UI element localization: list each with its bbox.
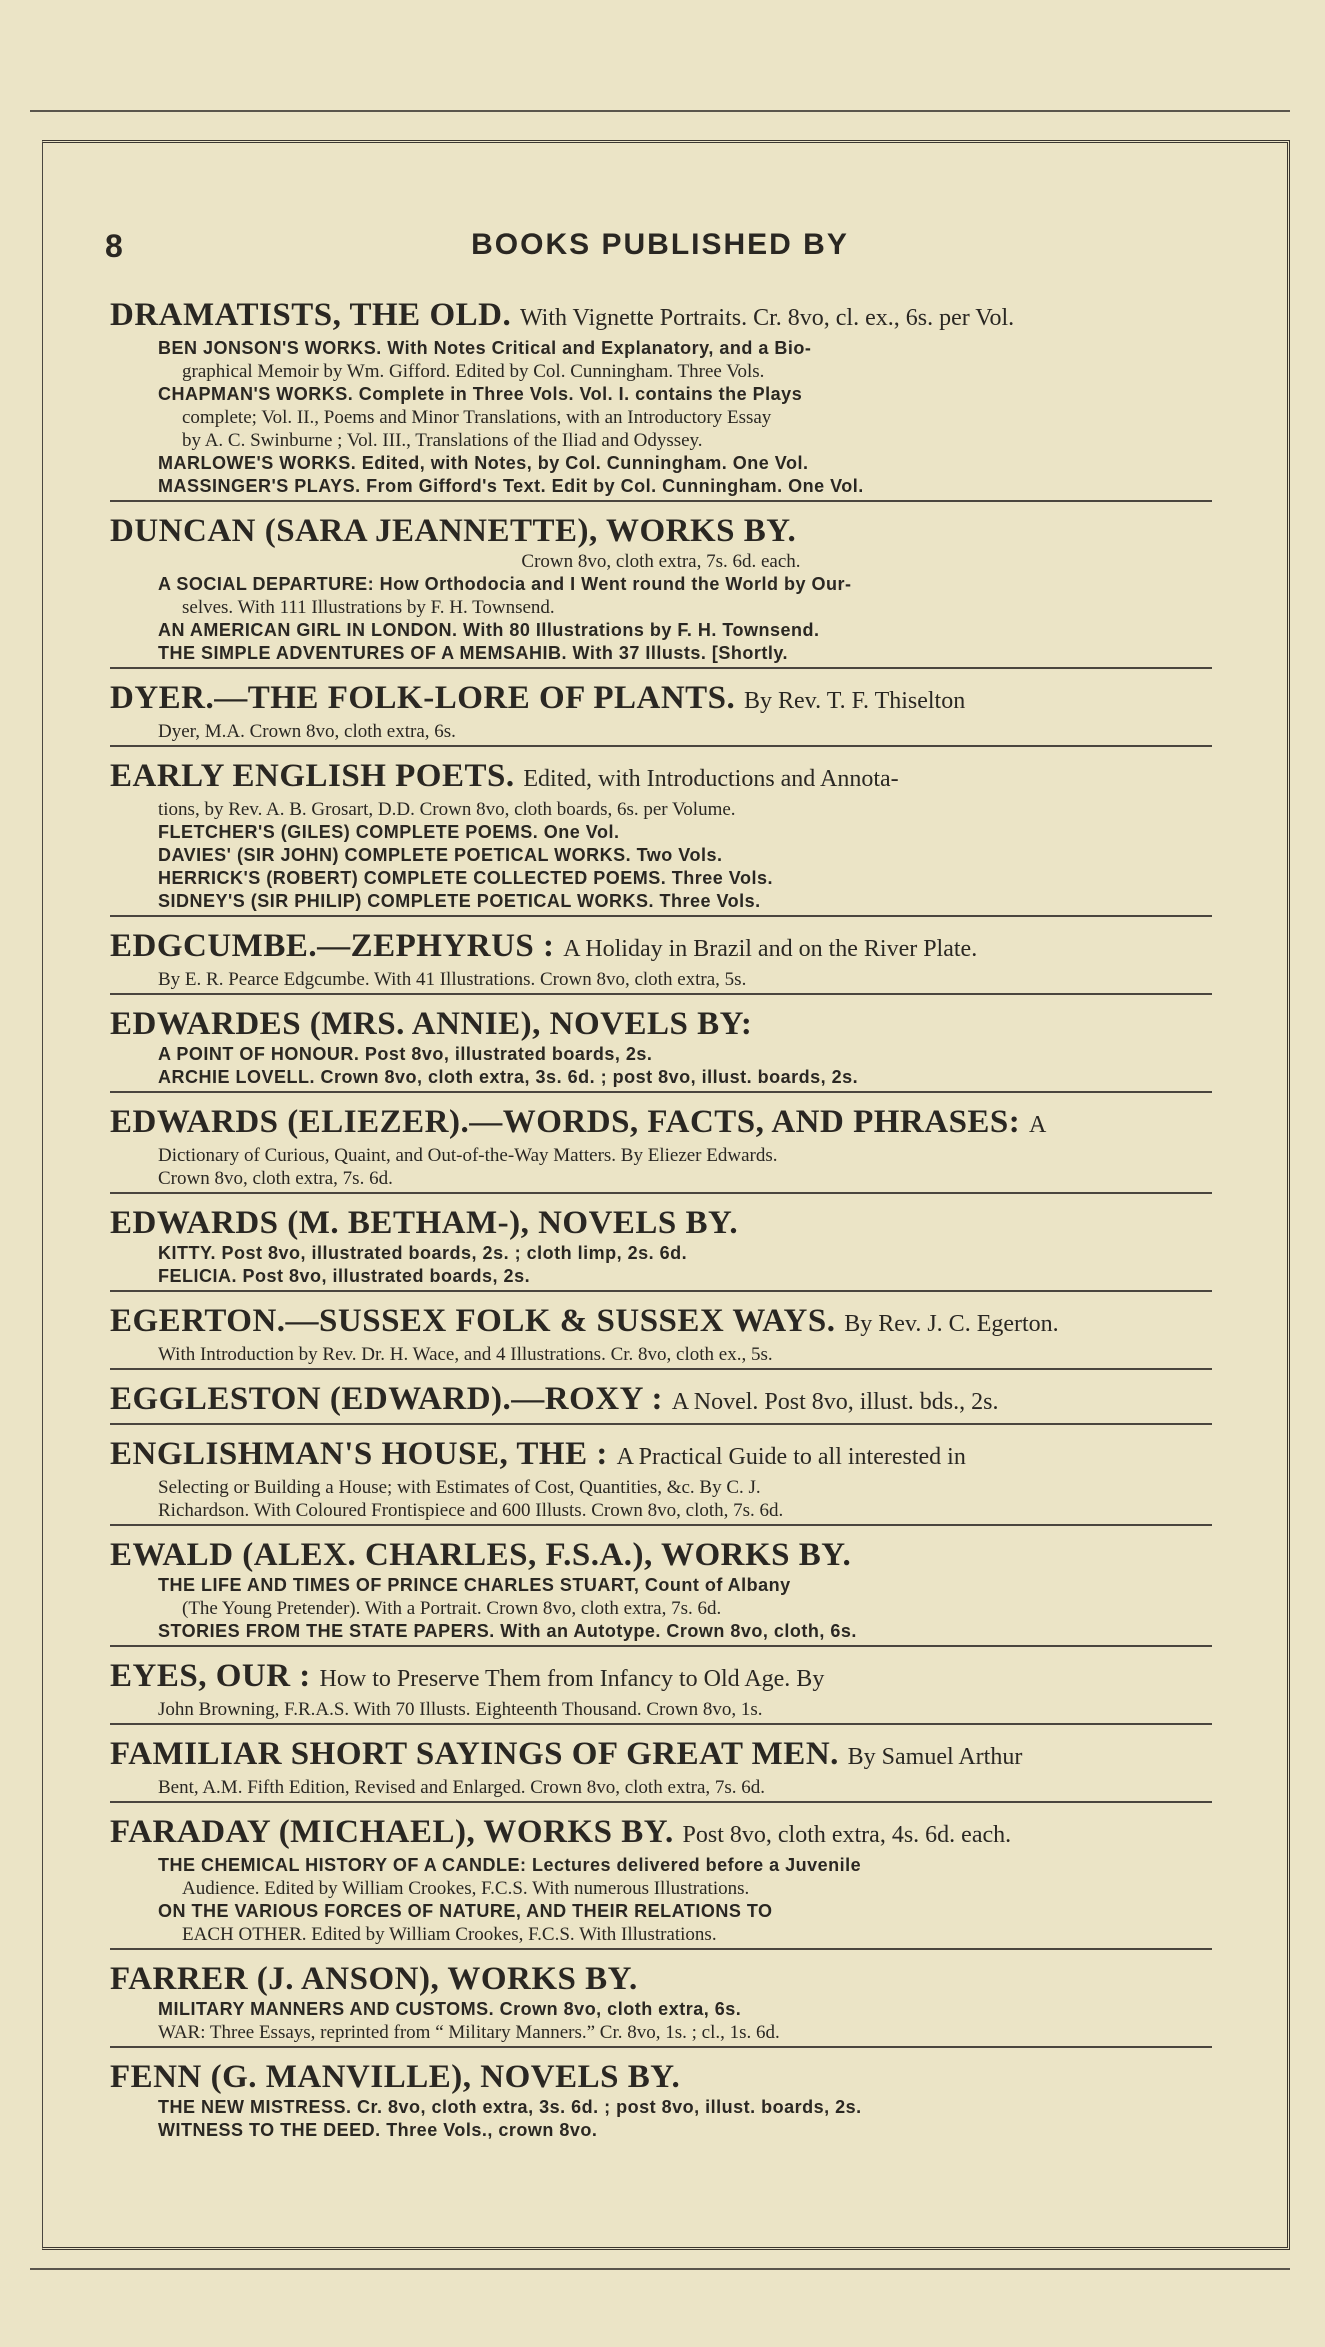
entry-line: Richardson. With Coloured Frontispiece and 600 Illusts. Crown 8vo, cloth, 7s. 6d. <box>158 1500 784 1521</box>
entry-heading: EYES, OUR : How to Preserve Them from Infancy to Old Age. By <box>110 1658 825 1694</box>
entry-line: complete; Vol. II., Poems and Minor Translations, with an Introductory Essay <box>182 407 772 428</box>
entry-line: graphical Memoir by Wm. Gifford. Edited by Col. Cunningham. Three Vols. <box>182 361 765 382</box>
entry-line: selves. With 111 Illustrations by F. H. Townsend. <box>182 597 555 618</box>
entry-line: MASSINGER'S PLAYS. From Gifford's Text. Edit by Col. Cunningham. One Vol. <box>158 476 864 496</box>
catalogue-entry <box>110 927 1212 995</box>
catalogue-entry <box>110 757 1212 917</box>
entry-line: tions, by Rev. A. B. Grosart, D.D. Crown 8vo, cloth boards, 6s. per Volume. <box>158 799 736 820</box>
entry-line: A POINT OF HONOUR. Post 8vo, illustrated boards, 2s. <box>158 1044 653 1064</box>
page-header <box>105 228 1215 272</box>
entry-line: SIDNEY'S (SIR PHILIP) COMPLETE POETICAL WORKS. Three Vols. <box>158 891 761 911</box>
entry-heading: EGERTON.—SUSSEX FOLK & SUSSEX WAYS. By Rev. J. C. Egerton. <box>110 1303 1059 1339</box>
catalogue-entry <box>110 512 1212 669</box>
entry-heading: FENN (G. MANVILLE), NOVELS BY. <box>110 2059 681 2095</box>
entry-line: HERRICK'S (ROBERT) COMPLETE COLLECTED POEMS. Three Vols. <box>158 868 773 888</box>
entry-line: THE SIMPLE ADVENTURES OF A MEMSAHIB. With 37 Illusts. [Shortly. <box>158 643 789 663</box>
catalogue-entry <box>110 1005 1212 1093</box>
entry-line: THE NEW MISTRESS. Cr. 8vo, cloth extra, 3s. 6d. ; post 8vo, illust. boards, 2s. <box>158 2097 862 2117</box>
entry-line: A SOCIAL DEPARTURE: How Orthodocia and I Went round the World by Our- <box>158 574 852 594</box>
entry-line: AN AMERICAN GIRL IN LONDON. With 80 Illustrations by F. H. Townsend. <box>158 620 820 640</box>
entry-line: ARCHIE LOVELL. Crown 8vo, cloth extra, 3s. 6d. ; post 8vo, illust. boards, 2s. <box>158 1067 859 1087</box>
entry-heading: EWALD (ALEX. CHARLES, F.S.A.), WORKS BY. <box>110 1537 852 1573</box>
catalogue-entry <box>110 296 1212 502</box>
entry-heading: FARADAY (MICHAEL), WORKS BY. Post 8vo, cloth extra, 4s. 6d. each. <box>110 1814 1012 1850</box>
entry-line: John Browning, F.R.A.S. With 70 Illusts. Eighteenth Thousand. Crown 8vo, 1s. <box>158 1699 763 1720</box>
entry-line: Dictionary of Curious, Quaint, and Out-of-the-Way Matters. By Eliezer Edwards. <box>158 1145 778 1166</box>
catalogue-entry <box>110 1536 1212 1647</box>
entry-heading: EDGCUMBE.—ZEPHYRUS : A Holiday in Brazil and on the River Plate. <box>110 928 978 964</box>
entry-line: DAVIES' (SIR JOHN) COMPLETE POETICAL WORKS. Two Vols. <box>158 845 723 865</box>
entry-line: CHAPMAN'S WORKS. Complete in Three Vols. Vol. I. contains the Plays <box>158 384 803 404</box>
entry-line: STORIES FROM THE STATE PAPERS. With an Autotype. Crown 8vo, cloth, 6s. <box>158 1621 857 1641</box>
entry-line: KITTY. Post 8vo, illustrated boards, 2s. ; cloth limp, 2s. 6d. <box>158 1243 688 1263</box>
running-head: BOOKS PUBLISHED BY <box>471 228 849 261</box>
entry-heading: FARRER (J. ANSON), WORKS BY. <box>110 1961 638 1997</box>
entry-heading: DYER.—THE FOLK-LORE OF PLANTS. By Rev. T. F. Thiselton <box>110 680 966 716</box>
catalogue-entry <box>110 1380 1212 1425</box>
top-rule <box>30 110 1290 112</box>
entry-line: Selecting or Building a House; with Estimates of Cost, Quantities, &c. By C. J. <box>158 1477 761 1498</box>
entry-line: By E. R. Pearce Edgcumbe. With 41 Illustrations. Crown 8vo, cloth extra, 5s. <box>158 969 747 990</box>
entry-heading: DUNCAN (SARA JEANNETTE), WORKS BY. <box>110 513 797 549</box>
entry-line: FLETCHER'S (GILES) COMPLETE POEMS. One Vol. <box>158 822 620 842</box>
catalogue-entry <box>110 679 1212 747</box>
entry-heading: EDWARDES (MRS. ANNIE), NOVELS BY: <box>110 1006 753 1042</box>
entry-line: (The Young Pretender). With a Portrait. Crown 8vo, cloth extra, 7s. 6d. <box>182 1598 722 1619</box>
entry-line: THE CHEMICAL HISTORY OF A CANDLE: Lectures delivered before a Juvenile <box>158 1855 862 1875</box>
entry-heading: EARLY ENGLISH POETS. Edited, with Introductions and Annota- <box>110 758 899 794</box>
catalogue-entry <box>110 1735 1212 1803</box>
entry-line: MARLOWE'S WORKS. Edited, with Notes, by Col. Cunningham. One Vol. <box>158 453 809 473</box>
entry-line: With Introduction by Rev. Dr. H. Wace, and 4 Illustrations. Cr. 8vo, cloth ex., 5s. <box>158 1344 773 1365</box>
bottom-rule <box>30 2268 1290 2270</box>
entry-line: EACH OTHER. Edited by William Crookes, F.C.S. With Illustrations. <box>182 1924 717 1945</box>
entry-heading: EDWARDS (M. BETHAM-), NOVELS BY. <box>110 1205 739 1241</box>
entry-line: THE LIFE AND TIMES OF PRINCE CHARLES STUART, Count of Albany <box>158 1575 791 1595</box>
entry-line: Bent, A.M. Fifth Edition, Revised and Enlarged. Crown 8vo, cloth extra, 7s. 6d. <box>158 1777 766 1798</box>
entry-heading: DRAMATISTS, THE OLD. With Vignette Portraits. Cr. 8vo, cl. ex., 6s. per Vol. <box>110 297 1015 333</box>
entry-line: Audience. Edited by William Crookes, F.C.S. With numerous Illustrations. <box>182 1878 750 1899</box>
catalogue-entry <box>110 1657 1212 1725</box>
catalogue-entry <box>110 1435 1212 1526</box>
entry-line: FELICIA. Post 8vo, illustrated boards, 2s. <box>158 1266 531 1286</box>
entry-heading: ENGLISHMAN'S HOUSE, THE : A Practical Guide to all interested in <box>110 1436 966 1472</box>
entry-line: MILITARY MANNERS AND CUSTOMS. Crown 8vo, cloth extra, 6s. <box>158 1999 742 2019</box>
page-number: 8 <box>105 228 123 264</box>
entry-heading: FAMILIAR SHORT SAYINGS OF GREAT MEN. By Samuel Arthur <box>110 1736 1023 1772</box>
entry-line: WITNESS TO THE DEED. Three Vols., crown 8vo. <box>158 2120 598 2140</box>
catalogue-entry <box>110 2058 1212 2144</box>
entry-line: WAR: Three Essays, reprinted from “ Military Manners.” Cr. 8vo, 1s. ; cl., 1s. 6d. <box>158 2022 780 2043</box>
entry-line: Crown 8vo, cloth extra, 7s. 6d. <box>158 1168 393 1189</box>
catalogue-entry <box>110 1960 1212 2048</box>
entry-line: Dyer, M.A. Crown 8vo, cloth extra, 6s. <box>158 721 456 742</box>
catalogue-entry <box>110 1103 1212 1194</box>
catalogue-content <box>110 296 1212 2154</box>
entry-line: BEN JONSON'S WORKS. With Notes Critical and Explanatory, and a Bio- <box>158 338 812 358</box>
entry-heading: EDWARDS (ELIEZER).—WORDS, FACTS, AND PHRASES: A <box>110 1104 1047 1140</box>
catalogue-entry <box>110 1302 1212 1370</box>
entry-heading: EGGLESTON (EDWARD).—ROXY : A Novel. Post 8vo, illust. bds., 2s. <box>110 1381 999 1417</box>
entry-line: by A. C. Swinburne ; Vol. III., Translations of the Iliad and Odyssey. <box>182 430 703 451</box>
catalogue-entry <box>110 1204 1212 1292</box>
catalogue-entry <box>110 1813 1212 1950</box>
entry-line: Crown 8vo, cloth extra, 7s. 6d. each. <box>521 551 801 572</box>
entry-line: ON THE VARIOUS FORCES OF NATURE, AND THEIR RELATIONS TO <box>158 1901 773 1921</box>
